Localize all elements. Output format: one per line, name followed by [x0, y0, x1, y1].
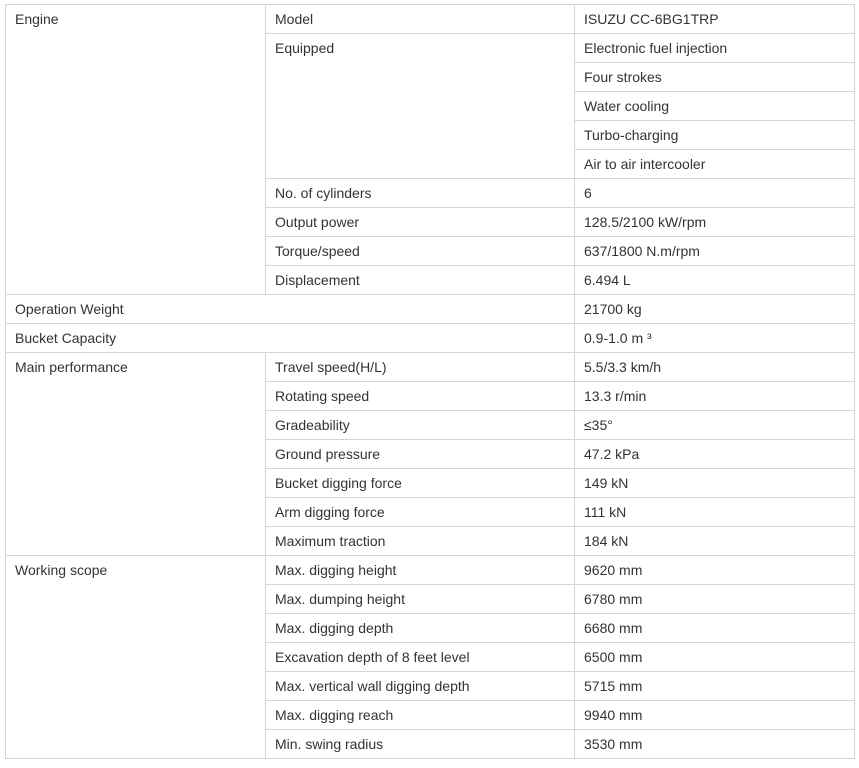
value-cell: Turbo-charging	[575, 121, 855, 150]
param-cell: Ground pressure	[266, 440, 575, 469]
param-cell: No. of cylinders	[266, 179, 575, 208]
table-row	[6, 5, 855, 34]
value-cell: 6	[575, 179, 855, 208]
value-cell: Air to air intercooler	[575, 150, 855, 179]
param-cell: Gradeability	[266, 411, 575, 440]
table-row	[6, 556, 855, 585]
param-cell: Bucket digging force	[266, 469, 575, 498]
param-cell: Model	[266, 5, 575, 34]
value-cell: 637/1800 N.m/rpm	[575, 237, 855, 266]
value-cell: Water cooling	[575, 92, 855, 121]
param-cell: Max. digging depth	[266, 614, 575, 643]
group-label-bucket-capacity: Bucket Capacity	[6, 324, 575, 353]
table-row	[6, 295, 855, 324]
param-cell: Maximum traction	[266, 527, 575, 556]
param-cell: Torque/speed	[266, 237, 575, 266]
value-cell: 128.5/2100 kW/rpm	[575, 208, 855, 237]
table-row	[6, 324, 855, 353]
value-cell: 0.9-1.0 m ³	[575, 324, 855, 353]
value-cell: 6780 mm	[575, 585, 855, 614]
param-cell: Equipped	[266, 34, 575, 179]
group-label-working-scope: Working scope	[6, 556, 266, 759]
value-cell: 21700 kg	[575, 295, 855, 324]
value-cell: 184 kN	[575, 527, 855, 556]
param-cell: Arm digging force	[266, 498, 575, 527]
group-label-main-performance: Main performance	[6, 353, 266, 556]
value-cell: 9620 mm	[575, 556, 855, 585]
value-cell: 6500 mm	[575, 643, 855, 672]
group-label-engine: Engine	[6, 5, 266, 295]
param-cell: Output power	[266, 208, 575, 237]
value-cell: 5715 mm	[575, 672, 855, 701]
param-cell: Displacement	[266, 266, 575, 295]
value-cell: 6680 mm	[575, 614, 855, 643]
param-cell: Min. swing radius	[266, 730, 575, 759]
value-cell: 9940 mm	[575, 701, 855, 730]
param-cell: Max. digging reach	[266, 701, 575, 730]
value-cell: 5.5/3.3 km/h	[575, 353, 855, 382]
value-cell: 149 kN	[575, 469, 855, 498]
value-cell: 6.494 L	[575, 266, 855, 295]
spec-table-body	[6, 5, 855, 759]
value-cell: 47.2 kPa	[575, 440, 855, 469]
value-cell: 3530 mm	[575, 730, 855, 759]
param-cell: Max. vertical wall digging depth	[266, 672, 575, 701]
value-cell: ISUZU CC-6BG1TRP	[575, 5, 855, 34]
value-cell: ≤35°	[575, 411, 855, 440]
spec-table	[5, 4, 855, 759]
param-cell: Travel speed(H/L)	[266, 353, 575, 382]
value-cell: Four strokes	[575, 63, 855, 92]
value-cell: 111 kN	[575, 498, 855, 527]
value-cell: Electronic fuel injection	[575, 34, 855, 63]
param-cell: Excavation depth of 8 feet level	[266, 643, 575, 672]
table-row	[6, 353, 855, 382]
param-cell: Rotating speed	[266, 382, 575, 411]
param-cell: Max. dumping height	[266, 585, 575, 614]
value-cell: 13.3 r/min	[575, 382, 855, 411]
param-cell: Max. digging height	[266, 556, 575, 585]
group-label-operation-weight: Operation Weight	[6, 295, 575, 324]
